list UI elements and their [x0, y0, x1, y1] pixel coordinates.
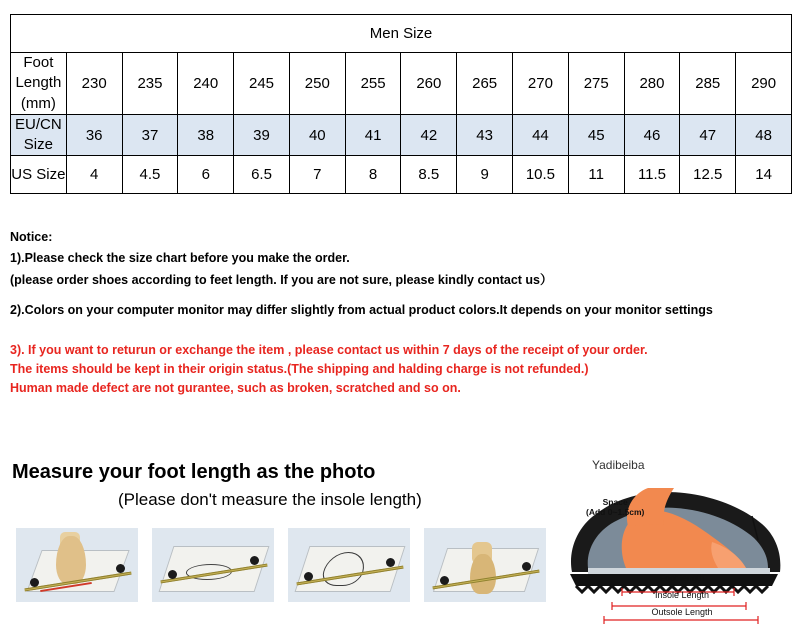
notice-line-3c: Human made defect are not gurantee, such as broken, scratched and so on. — [10, 381, 461, 396]
cell: 37 — [122, 114, 178, 156]
cell: 4 — [66, 156, 122, 194]
cell: 240 — [178, 53, 234, 115]
measure-photo-1 — [16, 528, 138, 602]
cell: 6 — [178, 156, 234, 194]
marker-dot — [116, 564, 125, 573]
marker-dot — [304, 572, 313, 581]
cell: 11.5 — [624, 156, 680, 194]
cell: 47 — [680, 114, 736, 156]
cell: 260 — [401, 53, 457, 115]
cell: 43 — [457, 114, 513, 156]
cell: 41 — [345, 114, 401, 156]
spacer — [10, 332, 794, 341]
foot-shape — [56, 536, 86, 584]
spacer — [10, 323, 794, 332]
cell: 290 — [736, 53, 792, 115]
marker-dot — [30, 578, 39, 587]
spacer — [10, 292, 794, 301]
cell: 285 — [680, 53, 736, 115]
cell: 38 — [178, 114, 234, 156]
marker-dot — [522, 562, 531, 571]
cell: 8 — [345, 156, 401, 194]
notice-line-1: 1).Please check the size chart before you make the order. — [10, 251, 350, 266]
measure-subtitle: (Please don't measure the insole length) — [118, 490, 422, 509]
dimension-label-foot-length: Foot length — [659, 573, 705, 583]
space-label-line2: (Add 0~1.5cm) — [586, 507, 645, 518]
cell: 250 — [289, 53, 345, 115]
notice-line-2: 2).Colors on your computer monitor may differ slightly from actual product colors.It depends on your monitor settings — [10, 303, 713, 318]
measure-photo-3 — [288, 528, 410, 602]
brand-label: Yadibeiba — [592, 458, 645, 472]
cell: 14 — [736, 156, 792, 194]
row-label-us: US Size — [11, 156, 67, 194]
cell: 245 — [234, 53, 290, 115]
measure-title: Measure your foot length as the photo — [12, 461, 376, 483]
notice-line-1b: (please order shoes according to feet length. If you are not sure, please kindly contact us） — [10, 272, 553, 287]
cell: 40 — [289, 114, 345, 156]
chart-title: Men Size — [11, 15, 792, 53]
cell: 44 — [513, 114, 569, 156]
row-label-text: Foot Length (mm) — [15, 54, 62, 112]
marker-dot — [440, 576, 449, 585]
cell: 10.5 — [513, 156, 569, 194]
row-label-foot-length — [11, 53, 67, 115]
measure-photo-strip — [16, 528, 546, 602]
measure-photo-4 — [424, 528, 546, 602]
marker-dot — [250, 556, 259, 565]
cell: 42 — [401, 114, 457, 156]
cell: 9 — [457, 156, 513, 194]
cell: 36 — [66, 114, 122, 156]
size-chart-container — [10, 14, 792, 194]
table-row — [11, 53, 792, 115]
cell: 4.5 — [122, 156, 178, 194]
marker-dot — [386, 558, 395, 567]
cell: 8.5 — [401, 156, 457, 194]
cell: 12.5 — [680, 156, 736, 194]
row-label-eu-cn: EU/CN Size — [11, 114, 67, 156]
cell: 270 — [513, 53, 569, 115]
foot-shape — [470, 554, 496, 594]
cell: 230 — [66, 53, 122, 115]
cell: 39 — [234, 114, 290, 156]
cell: 11 — [568, 156, 624, 194]
table-row — [11, 156, 792, 194]
table-row — [11, 114, 792, 156]
table-title-row — [11, 15, 792, 53]
notice-line-3b: The items should be kept in their origin status.(The shipping and halding charge is not refunded.) — [10, 361, 589, 376]
marker-dot — [168, 570, 177, 579]
notice-block — [10, 228, 794, 399]
cell: 255 — [345, 53, 401, 115]
cell: 48 — [736, 114, 792, 156]
cell: 235 — [122, 53, 178, 115]
cell: 6.5 — [234, 156, 290, 194]
measure-photo-2 — [152, 528, 274, 602]
cell: 280 — [624, 53, 680, 115]
notice-return-policy — [10, 341, 794, 399]
space-label-line1: Space — [602, 497, 628, 507]
notice-heading: Notice: — [10, 230, 53, 244]
cell: 7 — [289, 156, 345, 194]
cell: 45 — [568, 114, 624, 156]
cell: 46 — [624, 114, 680, 156]
dimension-label-outsole-length: Outsole Length — [651, 607, 713, 617]
cell: 275 — [568, 53, 624, 115]
space-label — [586, 497, 644, 517]
notice-line-3a: 3). If you want to returun or exchange the item , please contact us within 7 days of the receipt of your order. — [10, 342, 648, 357]
size-chart-table — [10, 14, 792, 194]
dimension-label-insole-length: Insole Length — [654, 590, 710, 600]
cell: 265 — [457, 53, 513, 115]
